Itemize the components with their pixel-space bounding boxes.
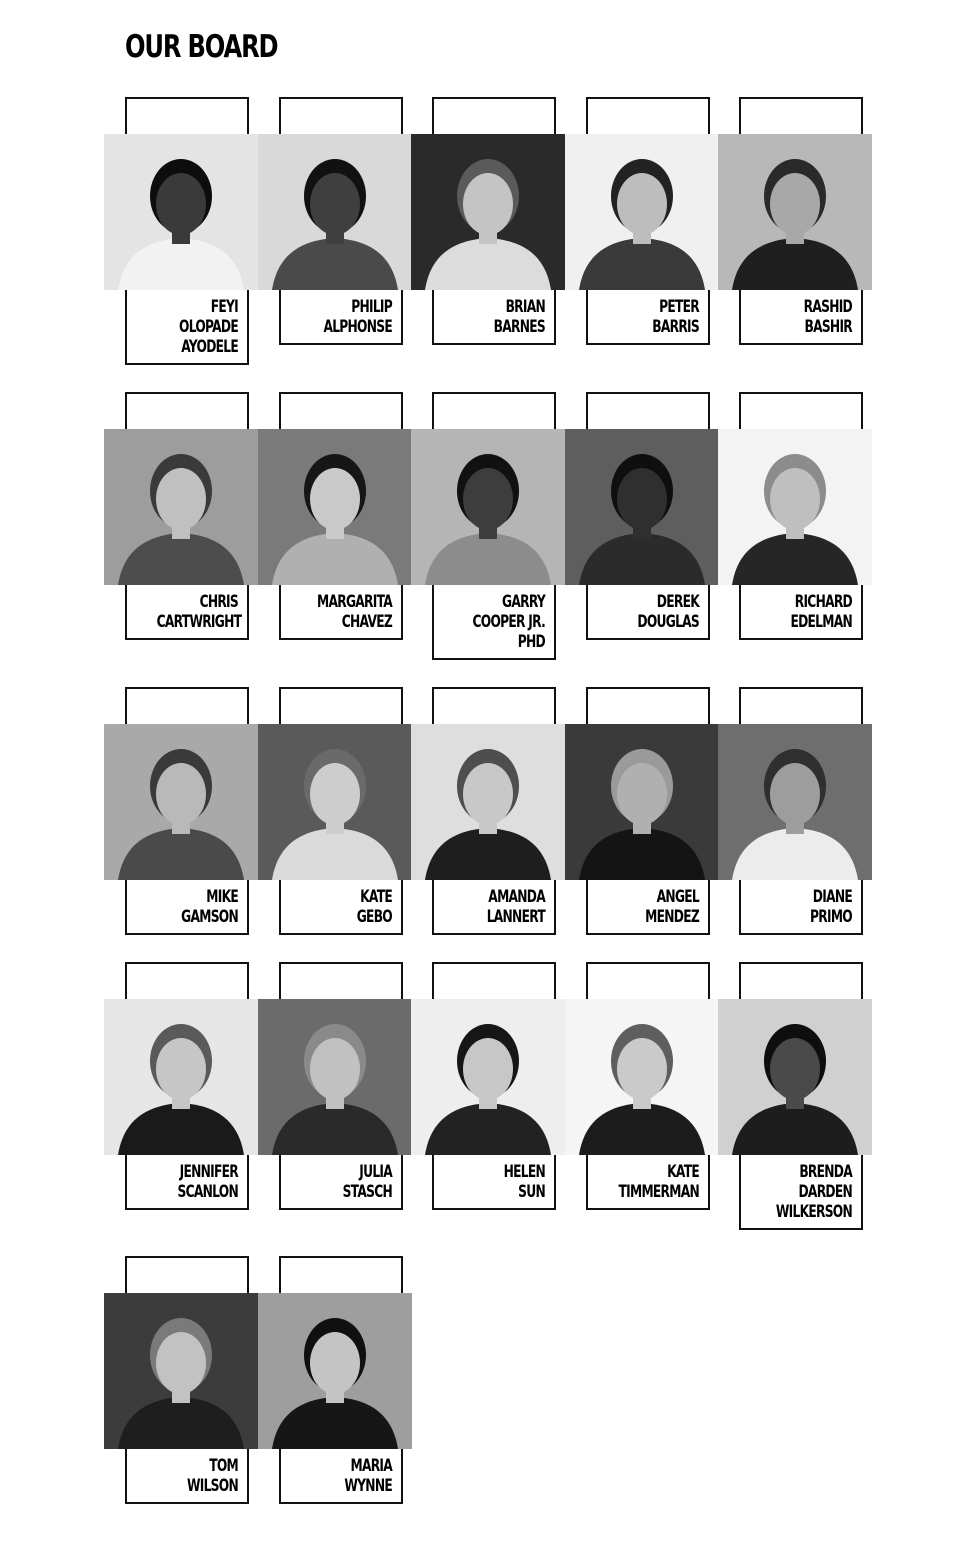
board-member-card[interactable] — [411, 687, 565, 987]
member-name-line: TIMMERMAN — [618, 1182, 699, 1202]
member-name — [739, 1162, 852, 1222]
member-name-line: BRIAN — [505, 297, 545, 317]
board-member-card[interactable] — [258, 97, 412, 397]
member-name-line: KATE — [667, 1162, 699, 1182]
member-photo[interactable] — [258, 724, 412, 880]
member-name-line: PETER — [659, 297, 699, 317]
member-photo[interactable] — [104, 429, 258, 585]
member-name — [279, 297, 392, 337]
member-name-line: CHRIS — [199, 592, 238, 612]
member-photo[interactable] — [565, 134, 719, 290]
member-name-line: MIKE — [206, 887, 238, 907]
member-name-line: ALPHONSE — [323, 317, 392, 337]
member-name-line: AYODELE — [181, 337, 238, 357]
board-member-card[interactable] — [718, 392, 872, 692]
board-member-card[interactable] — [104, 97, 258, 397]
member-name-line: WILSON — [186, 1476, 238, 1496]
member-name-line: SCANLON — [177, 1182, 238, 1202]
member-name-line: BARNES — [493, 317, 545, 337]
board-member-card[interactable] — [565, 97, 719, 397]
member-name-line: EDELMAN — [790, 612, 852, 632]
member-name — [432, 887, 545, 927]
member-name-line: GARRY — [502, 592, 545, 612]
member-photo[interactable] — [258, 429, 412, 585]
member-name — [586, 297, 699, 337]
board-member-card[interactable] — [718, 97, 872, 397]
board-member-card[interactable] — [104, 687, 258, 987]
member-photo[interactable] — [718, 134, 872, 290]
member-name-line: PHD — [517, 632, 545, 652]
member-name — [125, 887, 238, 927]
member-name-line: COOPER JR. — [472, 612, 545, 632]
member-name-line: CARTWRIGHT — [156, 612, 242, 632]
member-name-line: WILKERSON — [775, 1202, 852, 1222]
board-member-card[interactable] — [258, 962, 412, 1262]
member-photo[interactable] — [718, 999, 872, 1155]
member-photo[interactable] — [411, 999, 565, 1155]
member-name-line: PHILIP — [351, 297, 392, 317]
member-photo[interactable] — [104, 1293, 258, 1449]
board-member-card[interactable] — [104, 962, 258, 1262]
member-name — [279, 592, 392, 632]
member-name-line: SUN — [518, 1182, 545, 1202]
member-name — [586, 887, 699, 927]
member-name-line: DOUGLAS — [637, 612, 699, 632]
member-name — [432, 297, 545, 337]
member-name-line: FEYI — [210, 297, 238, 317]
board-member-card[interactable] — [411, 97, 565, 397]
board-member-card[interactable] — [411, 392, 565, 692]
board-member-card[interactable] — [411, 962, 565, 1262]
member-name — [432, 1162, 545, 1202]
member-name — [125, 1456, 238, 1496]
member-name-line: GAMSON — [181, 907, 238, 927]
board-member-card[interactable] — [565, 392, 719, 692]
member-name-line: PRIMO — [810, 907, 852, 927]
member-name-line: STASCH — [342, 1182, 392, 1202]
member-photo[interactable] — [565, 429, 719, 585]
member-name — [739, 592, 852, 632]
member-name-line: GEBO — [356, 907, 392, 927]
page-title: OUR BOARD — [125, 29, 278, 65]
member-name — [125, 1162, 238, 1202]
member-photo[interactable] — [258, 999, 412, 1155]
board-member-card[interactable] — [104, 1256, 258, 1556]
member-photo[interactable] — [718, 724, 872, 880]
member-name-line: MENDEZ — [645, 907, 699, 927]
member-name-line: DIANE — [812, 887, 852, 907]
member-photo[interactable] — [411, 134, 565, 290]
member-name-line: BARRIS — [652, 317, 699, 337]
member-name-line: ANGEL — [656, 887, 699, 907]
board-member-card[interactable] — [258, 687, 412, 987]
member-name-line: DEREK — [656, 592, 699, 612]
member-name-line: DARDEN — [798, 1182, 852, 1202]
member-name — [739, 887, 852, 927]
member-photo[interactable] — [565, 999, 719, 1155]
member-name-line: OLOPADE — [179, 317, 238, 337]
member-name-line: MARIA — [350, 1456, 392, 1476]
member-name-line: BASHIR — [804, 317, 852, 337]
member-name — [432, 592, 545, 652]
member-name — [279, 1162, 392, 1202]
member-photo[interactable] — [104, 134, 258, 290]
member-photo[interactable] — [104, 999, 258, 1155]
member-photo[interactable] — [411, 429, 565, 585]
member-name — [125, 297, 238, 357]
member-photo[interactable] — [258, 134, 412, 290]
member-name-line: LANNERT — [486, 907, 545, 927]
member-name — [125, 592, 242, 632]
member-photo[interactable] — [258, 1293, 412, 1449]
member-name-line: JENNIFER — [179, 1162, 238, 1182]
member-name-line: RASHID — [803, 297, 852, 317]
member-name-line: RICHARD — [794, 592, 852, 612]
member-name-line: BRENDA — [799, 1162, 852, 1182]
member-photo[interactable] — [104, 724, 258, 880]
member-photo[interactable] — [718, 429, 872, 585]
member-name — [279, 887, 392, 927]
member-name-line: MARGARITA — [317, 592, 392, 612]
member-name-line: HELEN — [503, 1162, 545, 1182]
member-name — [739, 297, 852, 337]
member-name — [279, 1456, 392, 1496]
member-photo[interactable] — [411, 724, 565, 880]
member-name-line: CHAVEZ — [341, 612, 392, 632]
board-member-card[interactable] — [718, 962, 872, 1262]
board-member-card[interactable] — [104, 392, 258, 692]
member-name-line: TOM — [209, 1456, 238, 1476]
board-member-card[interactable] — [258, 392, 412, 692]
board-member-card[interactable] — [718, 687, 872, 987]
member-name-line: WYNNE — [344, 1476, 392, 1496]
board-member-card[interactable] — [258, 1256, 412, 1556]
board-member-card[interactable] — [565, 687, 719, 987]
member-name-line: JULIA — [359, 1162, 392, 1182]
member-photo[interactable] — [565, 724, 719, 880]
member-name-line: KATE — [360, 887, 392, 907]
member-name — [586, 592, 699, 632]
board-member-card[interactable] — [565, 962, 719, 1262]
member-name — [586, 1162, 699, 1202]
member-name-line: AMANDA — [488, 887, 545, 907]
